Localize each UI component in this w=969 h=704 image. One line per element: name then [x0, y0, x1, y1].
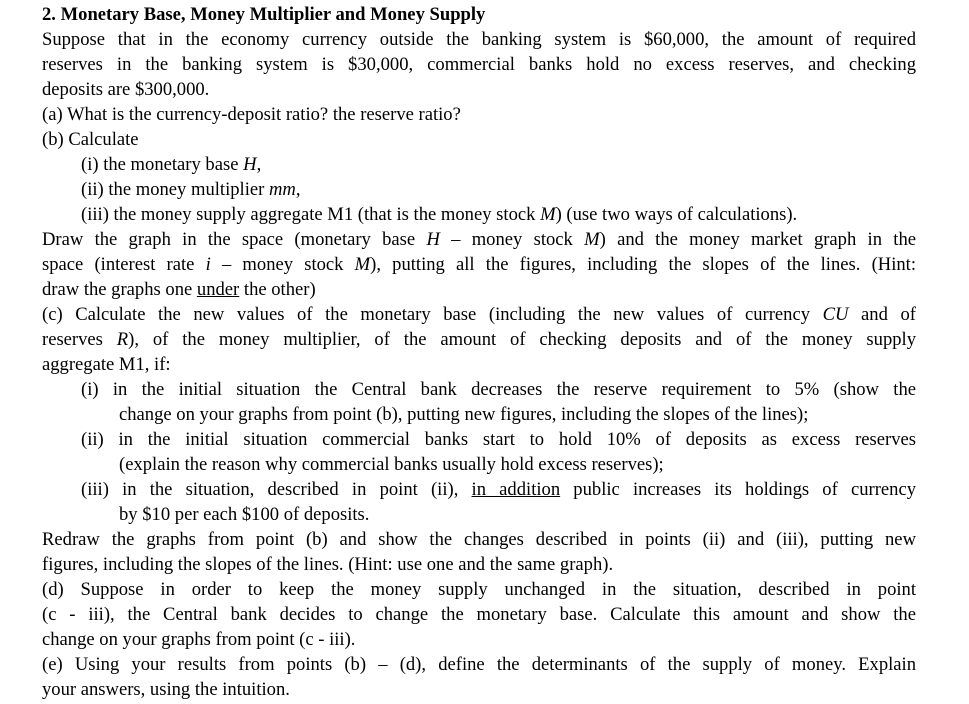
c-iii-text: (iii) in the situation, described in point (ii), [81, 479, 472, 500]
draw1-text: Draw the graph in the space (monetary base [42, 229, 427, 250]
c1-text: (c) Calculate the new values of the monetary base (including the new values of currency [42, 304, 823, 325]
var-M: M [540, 204, 556, 225]
part-c-redraw-line-2: figures, including the slopes of the lines. (Hint: use one and the same graph). [42, 554, 614, 575]
part-b-i-text: (i) the monetary base [81, 154, 244, 175]
c1-post: and of [848, 304, 916, 325]
var-i: i [205, 254, 211, 275]
draw3-text: draw the graphs one [42, 279, 197, 300]
part-b-item-ii [42, 177, 916, 202]
draw1-post: ) and the money market graph in the [599, 229, 916, 250]
part-b-iii-text: (iii) the money supply aggregate M1 (that is the money stock [81, 204, 541, 225]
part-a-question: (a) What is the currency-deposit ratio? the reserve ratio? [42, 104, 461, 125]
part-b-iii-post: ) (use two ways of calculations). [555, 204, 798, 225]
part-b-draw-line-1 [42, 227, 916, 252]
part-e-line-1: (e) Using your results from points (b) – (d), define the determinants of the supply of money. Explain [42, 654, 916, 675]
draw3-post: the other) [239, 279, 316, 300]
part-c-line-3: aggregate M1, if: [42, 354, 171, 375]
part-c-line-2 [42, 327, 916, 352]
intro-line-3: deposits are $300,000. [42, 79, 210, 100]
draw2-text: space (interest rate [42, 254, 206, 275]
intro-line-2: reserves in the banking system is $30,000, commercial banks hold no excess reserves, and checking [42, 54, 916, 75]
draw2-mid: – money stock [210, 254, 355, 275]
part-e-line-2: your answers, using the intuition. [42, 679, 290, 700]
var-mm: mm [268, 179, 296, 200]
part-b-item-iii [42, 202, 916, 227]
part-c-item-ii-line-2: (explain the reason why commercial banks usually hold excess reserves); [119, 454, 664, 475]
part-b-draw-line-3 [42, 277, 916, 302]
part-c-item-iii-line-2: by $10 per each $100 of deposits. [119, 504, 370, 525]
part-c-redraw-line-1: Redraw the graphs from point (b) and show the changes described in points (ii) and (iii), putting new [42, 529, 916, 550]
intro-line-1: Suppose that in the economy currency outside the banking system is $60,000, the amount of required [42, 29, 916, 50]
part-b-label: (b) Calculate [42, 129, 139, 150]
c2-text: reserves [42, 329, 117, 350]
c-iii-post: public increases its holdings of currency [560, 479, 916, 500]
problem-title: 2. Monetary Base, Money Multiplier and Money Supply [42, 4, 486, 25]
part-c-item-ii-line-1: (ii) in the initial situation commercial banks start to hold 10% of deposits as excess reserves [81, 429, 916, 450]
part-b-i-punct: , [256, 154, 262, 175]
part-c-item-i-line-2: change on your graphs from point (b), putting new figures, including the slopes of the lines); [119, 404, 809, 425]
part-b-item-i [42, 152, 916, 177]
part-d-line-2: (c - iii), the Central bank decides to change the monetary base. Calculate this amount and show the [42, 604, 916, 625]
draw1-mid: – money stock [439, 229, 585, 250]
underlined-under: under [196, 279, 240, 300]
part-b-draw-line-2 [42, 252, 916, 277]
c2-post: ), of the money multiplier, of the amount of checking deposits and of the money supply [128, 329, 916, 350]
problem-document [42, 2, 916, 702]
part-b-ii-text: (ii) the money multiplier [81, 179, 269, 200]
part-c-item-i-line-1: (i) in the initial situation the Central bank decreases the reserve requirement to 5% (show the [81, 379, 916, 400]
part-b-ii-punct: , [295, 179, 301, 200]
part-d-line-3: change on your graphs from point (c - iii). [42, 629, 356, 650]
var-H: H [426, 229, 440, 250]
var-R: R [116, 329, 129, 350]
var-M: M [354, 254, 371, 275]
var-H: H [243, 154, 257, 175]
part-c-item-iii-line-1 [42, 477, 916, 502]
part-c-line-1 [42, 302, 916, 327]
var-CU: CU [822, 304, 849, 325]
part-d-line-1: (d) Suppose in order to keep the money supply unchanged in the situation, described in point [42, 579, 916, 600]
draw2-post: ), putting all the figures, including the slopes of the lines. (Hint: [370, 254, 916, 275]
underlined-in-addition: in addition [471, 479, 561, 500]
var-M: M [584, 229, 600, 250]
